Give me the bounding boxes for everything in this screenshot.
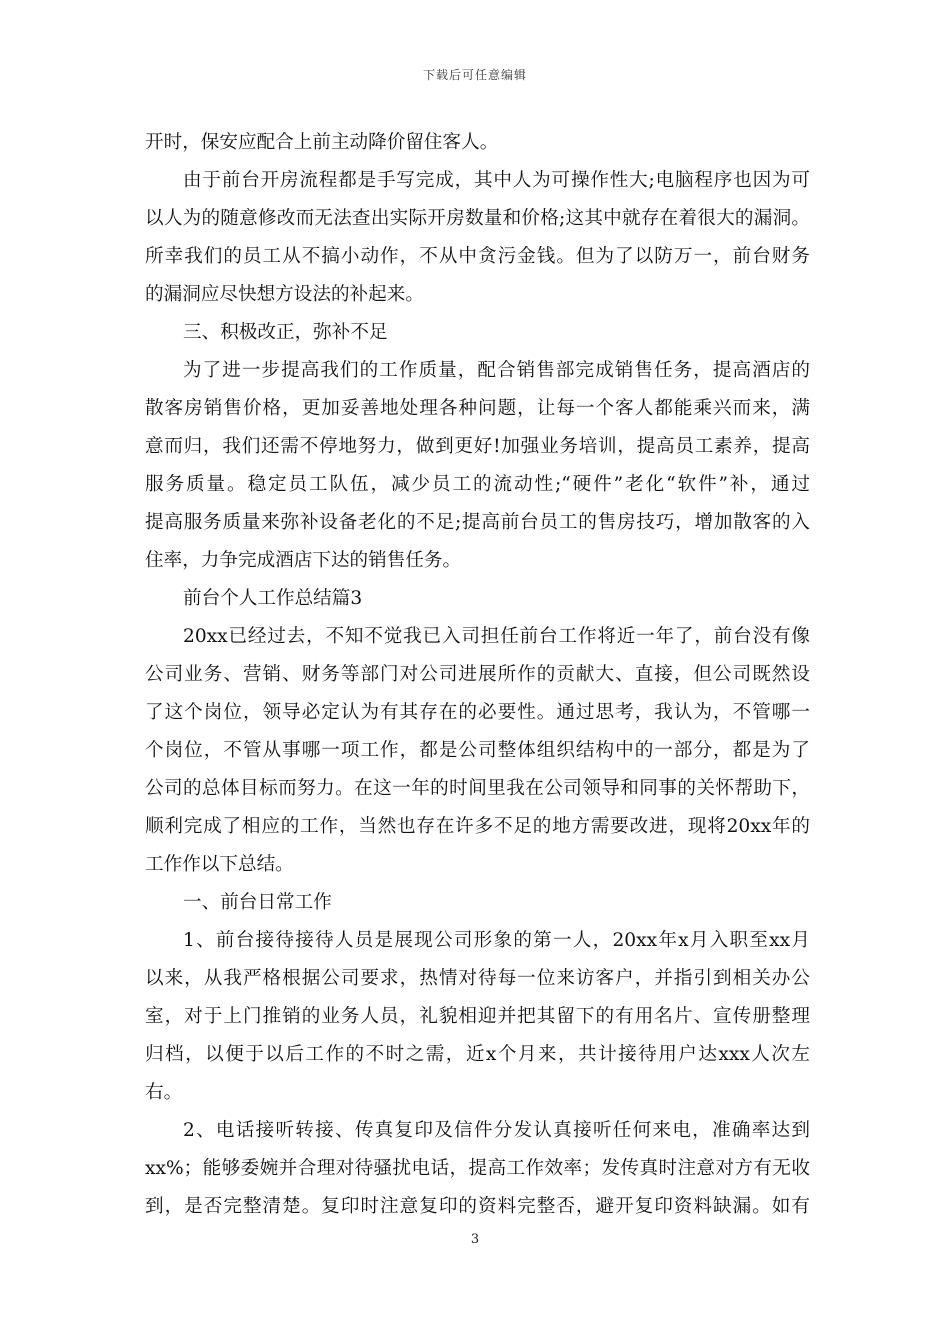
- page-header: 下载后可任意编辑: [422, 68, 527, 82]
- text-line: 意而归，我们还需不停地努力，做到更好!加强业务培训，提高员工素养，提高: [145, 436, 810, 457]
- text-line: 个岗位，不管从事哪一项工作，都是公司整体组织结构中的一部分，都是为了: [145, 740, 810, 761]
- text-line: 服务质量。稳定员工队伍，减少员工的流动性;“硬件”老化“软件”补，通过: [145, 474, 810, 495]
- text-line: 公司业务、营销、财务等部门对公司进展所作的贡献大、直接，但公司既然设: [145, 664, 810, 685]
- page-number: 3: [470, 1232, 480, 1247]
- text-line: 20xx已经过去，不知不觉我已入司担任前台工作将近一年了，前台没有像: [183, 626, 810, 647]
- article-title: 前台个人工作总结篇3: [183, 588, 363, 609]
- text-line: 开时，保安应配合上前主动降价留住客人。: [145, 132, 499, 153]
- text-line: 室，对于上门推销的业务人员，礼貌相迎并把其留下的有用名片、宣传册整理: [145, 1006, 810, 1027]
- text-line: 归档，以便于以后工作的不时之需，近x个月来，共计接待用户达xxx人次左: [145, 1044, 810, 1065]
- text-line: 了这个岗位，领导必定认为有其存在的必要性。通过思考，我认为，不管哪一: [145, 702, 810, 723]
- text-line: 为了进一步提高我们的工作质量，配合销售部完成销售任务，提高酒店的: [183, 360, 810, 381]
- text-line: 到，是否完整清楚。复印时注意复印的资料完整否，避开复印资料缺漏。如有: [145, 1196, 810, 1217]
- text-line: 以人为的随意修改而无法查出实际开房数量和价格;这其中就存在着很大的漏洞。: [145, 208, 810, 229]
- text-line: 公司的总体目标而努力。在这一年的时间里我在公司领导和同事的关怀帮助下，: [145, 778, 810, 799]
- text-line: xx%；能够委婉并合理对待骚扰电话，提高工作效率；发传真时注意对方有无收: [145, 1158, 810, 1179]
- text-line: 所幸我们的员工从不搞小动作，不从中贪污金钱。但为了以防万一，前台财务: [145, 246, 810, 267]
- text-line: 散客房销售价格，更加妥善地处理各种问题，让每一个客人都能乘兴而来，满: [145, 398, 810, 419]
- text-line: 的漏洞应尽快想方设法的补起来。: [145, 284, 424, 305]
- text-line: 右。: [145, 1082, 183, 1103]
- text-line: 工作作以下总结。: [145, 854, 294, 875]
- text-line: 以来，从我严格根据公司要求，热情对待每一位来访客户，并指引到相关办公: [145, 968, 810, 989]
- text-line: 1、前台接待接待人员是展现公司形象的第一人，20xx年x月入职至xx月: [183, 930, 810, 951]
- text-line: 由于前台开房流程都是手写完成，其中人为可操作性大;电脑程序也因为可: [183, 170, 810, 191]
- text-line: 住率，力争完成酒店下达的销售任务。: [145, 550, 462, 571]
- text-line: 2、电话接听转接、传真复印及信件分发认真接听任何来电，准确率达到: [183, 1120, 810, 1141]
- text-line: 顺利完成了相应的工作，当然也存在许多不足的地方需要改进，现将20xx年的: [145, 816, 810, 837]
- section-heading: 三、积极改正，弥补不足: [183, 322, 388, 343]
- text-line: 提高服务质量来弥补设备老化的不足;提高前台员工的售房技巧，增加散客的入: [145, 512, 810, 533]
- section-heading: 一、前台日常工作: [183, 892, 332, 913]
- document-body: [145, 124, 810, 1226]
